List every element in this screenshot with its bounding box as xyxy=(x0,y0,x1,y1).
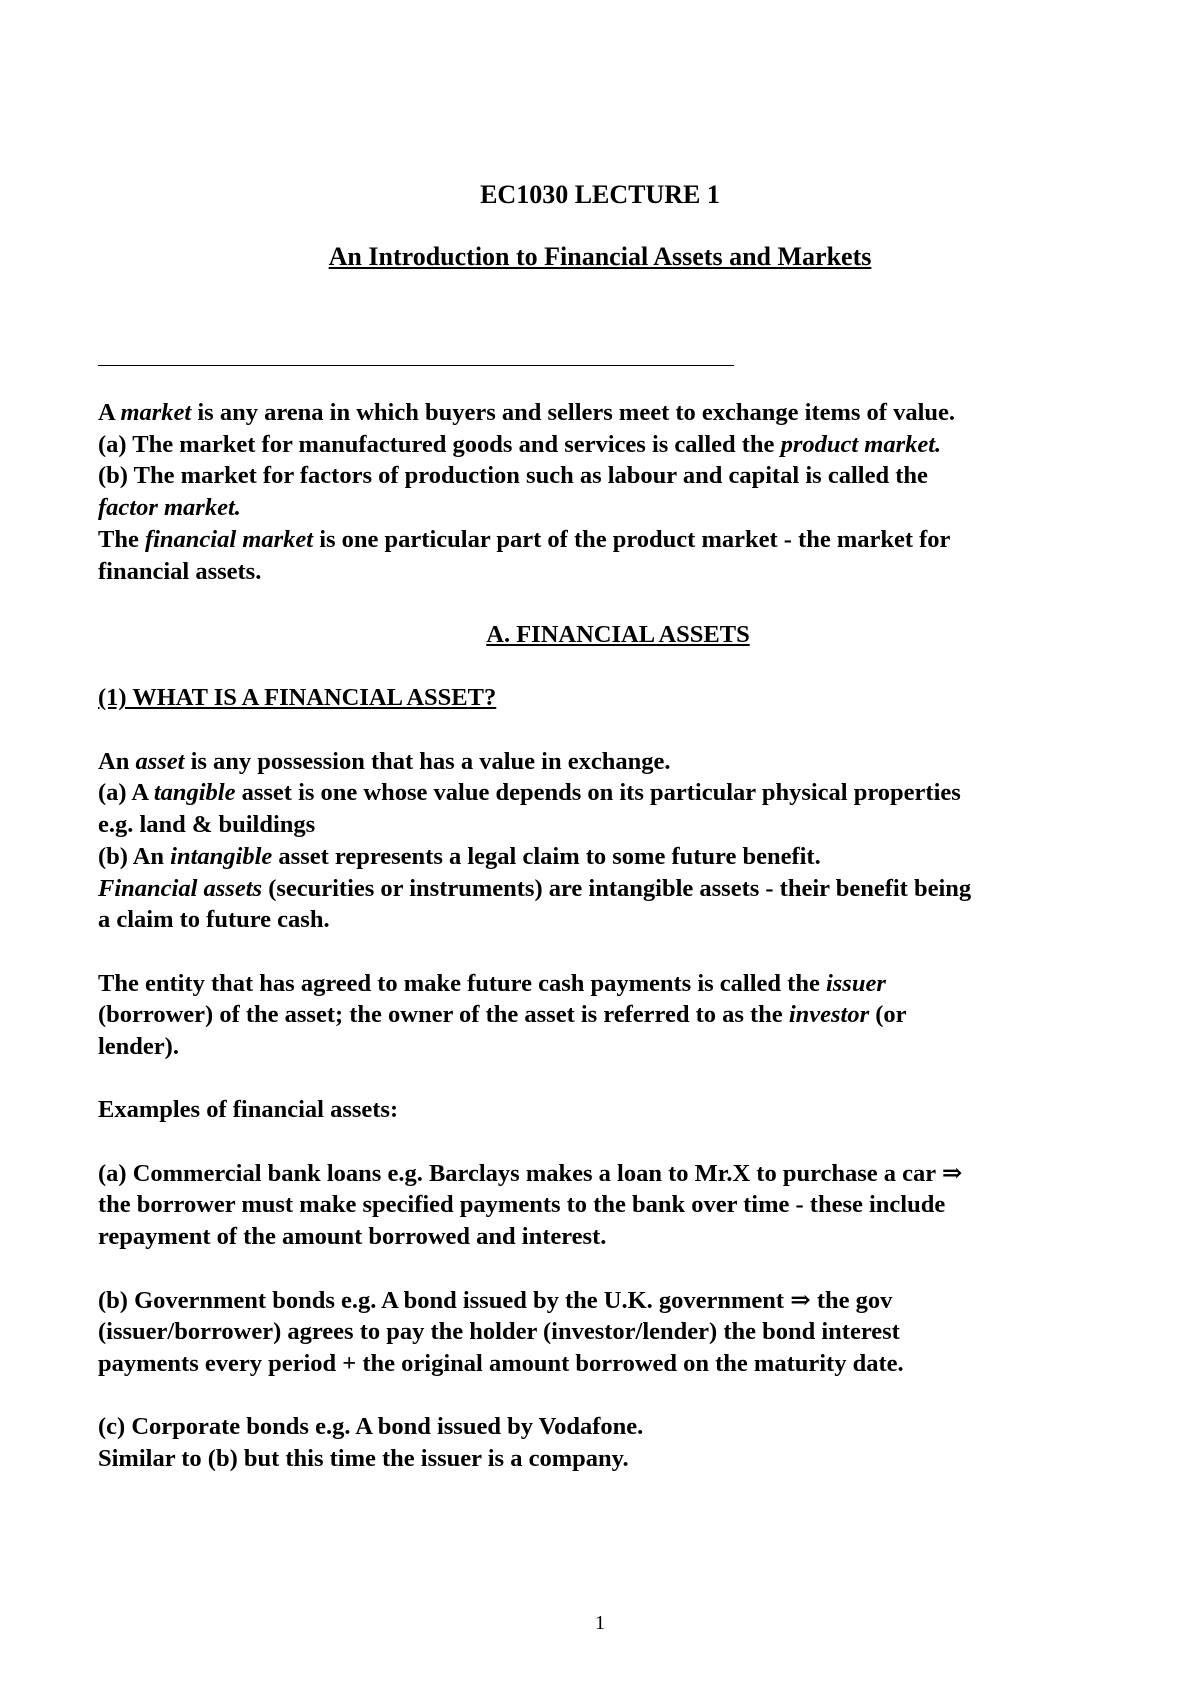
text-line: factor market. xyxy=(98,494,241,522)
text-line: (issuer/borrower) agrees to pay the holder (investor/lender) the bond interest xyxy=(98,1318,900,1346)
text-line: lender). xyxy=(98,1033,179,1060)
text-line: (b) An intangible asset represents a legal claim to some future benefit. xyxy=(98,842,821,870)
text-line: A market is any arena in which buyers and sellers meet to exchange items of value. xyxy=(98,399,956,426)
text-line: (a) The market for manufactured goods and services is called the product market. xyxy=(98,430,942,458)
subsection-heading: (1) WHAT IS A FINANCIAL ASSET? xyxy=(98,684,497,712)
text-line: (a) A tangible asset is one whose value depends on its particular physical properties xyxy=(98,779,961,807)
text-line: (borrower) of the asset; the owner of the asset is referred to as the investor (or xyxy=(98,1001,907,1029)
text-line: (c) Corporate bonds e.g. A bond issued by Vodafone. xyxy=(98,1413,644,1441)
text-line: The entity that has agreed to make future cash payments is called the issuer xyxy=(98,969,886,997)
text-line: (b) Government bonds e.g. A bond issued by the U.K. government ⇒ the gov xyxy=(98,1286,893,1314)
examples-heading: Examples of financial assets: xyxy=(98,1096,399,1124)
horizontal-rule xyxy=(98,365,734,366)
text-line: Similar to (b) but this time the issuer is a company. xyxy=(98,1445,629,1473)
page-title: EC1030 LECTURE 1 xyxy=(480,180,720,209)
text-line: (b) The market for factors of production such as labour and capital is called the xyxy=(98,462,928,490)
text-line: payments every period + the original amount borrowed on the maturity date. xyxy=(98,1349,904,1377)
page-number: 1 xyxy=(595,1612,605,1634)
page-subtitle: An Introduction to Financial Assets and Markets xyxy=(328,242,872,271)
document-body xyxy=(98,397,1138,1475)
text-line: An asset is any possession that has a value in exchange. xyxy=(98,747,671,775)
text-line: repayment of the amount borrowed and interest. xyxy=(98,1223,607,1251)
text-line: Financial assets (securities or instruments) are intangible assets - their benefit being xyxy=(98,874,972,902)
section-heading: A. FINANCIAL ASSETS xyxy=(486,620,750,648)
text-line: the borrower must make specified payments to the bank over time - these include xyxy=(98,1191,946,1219)
text-line: e.g. land & buildings xyxy=(98,811,316,839)
text-line: a claim to future cash. xyxy=(98,906,330,934)
text-line: financial assets. xyxy=(98,557,262,585)
text-line: The financial market is one particular part of the product market - the market for xyxy=(98,525,951,553)
text-line: (a) Commercial bank loans e.g. Barclays makes a loan to Mr.X to purchase a car ⇒ xyxy=(98,1159,963,1187)
